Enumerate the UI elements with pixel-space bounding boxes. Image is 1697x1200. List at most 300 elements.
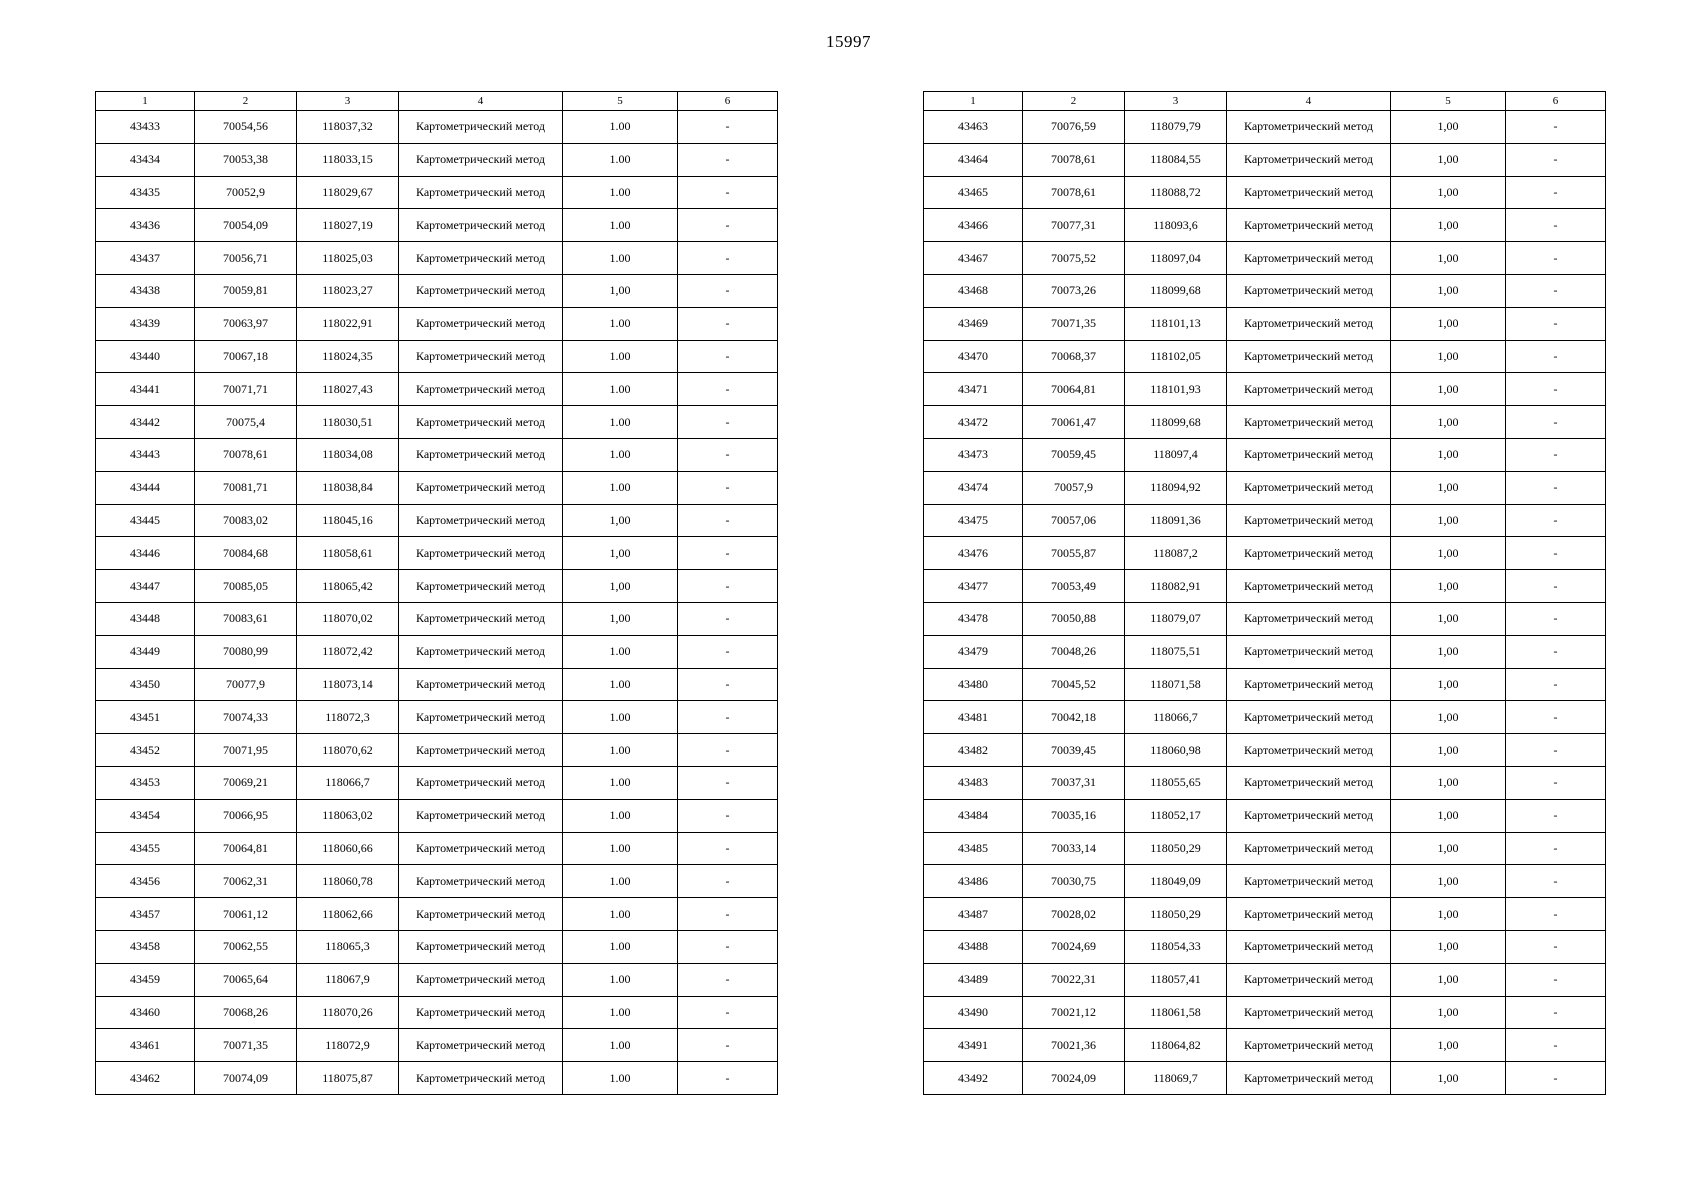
accuracy-cell: 1.00 [563,701,678,734]
note-cell: - [678,996,778,1029]
accuracy-cell: 1,00 [563,602,678,635]
x-coordinate-cell: 70080,99 [195,635,297,668]
table-row [924,898,1606,931]
accuracy-cell: 1,00 [1391,111,1506,144]
method-cell: Картометрический метод [399,242,563,275]
y-coordinate-cell: 118052,17 [1125,799,1227,832]
method-cell: Картометрический метод [1227,701,1391,734]
y-coordinate-cell: 118101,93 [1125,373,1227,406]
y-coordinate-cell: 118023,27 [297,274,399,307]
table-row [924,996,1606,1029]
accuracy-cell: 1,00 [1391,209,1506,242]
note-cell: - [1506,406,1606,439]
column-header: 4 [399,92,563,111]
note-cell: - [1506,799,1606,832]
y-coordinate-cell: 118029,67 [297,176,399,209]
y-coordinate-cell: 118070,02 [297,602,399,635]
table-row [96,111,778,144]
column-header: 4 [1227,92,1391,111]
method-cell: Картометрический метод [399,701,563,734]
x-coordinate-cell: 70071,35 [195,1029,297,1062]
accuracy-cell: 1.00 [563,799,678,832]
method-cell: Картометрический метод [1227,570,1391,603]
accuracy-cell: 1,00 [1391,143,1506,176]
note-cell: - [1506,996,1606,1029]
method-cell: Картометрический метод [399,373,563,406]
note-cell: - [678,307,778,340]
table-row [924,143,1606,176]
y-coordinate-cell: 118072,9 [297,1029,399,1062]
method-cell: Картометрический метод [1227,111,1391,144]
accuracy-cell: 1,00 [563,504,678,537]
note-cell: - [1506,1029,1606,1062]
note-cell: - [678,1029,778,1062]
x-coordinate-cell: 70077,31 [1023,209,1125,242]
method-cell: Картометрический метод [1227,865,1391,898]
method-cell: Картометрический метод [1227,438,1391,471]
note-cell: - [678,570,778,603]
method-cell: Картометрический метод [399,668,563,701]
method-cell: Картометрический метод [399,504,563,537]
method-cell: Картометрический метод [399,832,563,865]
left-table-body [96,111,778,1095]
accuracy-cell: 1,00 [1391,438,1506,471]
x-coordinate-cell: 70024,09 [1023,1062,1125,1095]
note-cell: - [678,537,778,570]
note-cell: - [678,799,778,832]
table-row [96,570,778,603]
y-coordinate-cell: 118084,55 [1125,143,1227,176]
y-coordinate-cell: 118075,51 [1125,635,1227,668]
accuracy-cell: 1,00 [1391,865,1506,898]
y-coordinate-cell: 118099,68 [1125,274,1227,307]
table-row [96,734,778,767]
point-number-cell: 43456 [96,865,195,898]
point-number-cell: 43445 [96,504,195,537]
method-cell: Картометрический метод [1227,373,1391,406]
x-coordinate-cell: 70042,18 [1023,701,1125,734]
method-cell: Картометрический метод [399,570,563,603]
accuracy-cell: 1,00 [1391,832,1506,865]
accuracy-cell: 1,00 [1391,635,1506,668]
point-number-cell: 43439 [96,307,195,340]
accuracy-cell: 1,00 [1391,274,1506,307]
y-coordinate-cell: 118087,2 [1125,537,1227,570]
accuracy-cell: 1,00 [563,274,678,307]
x-coordinate-cell: 70035,16 [1023,799,1125,832]
point-number-cell: 43453 [96,766,195,799]
point-number-cell: 43475 [924,504,1023,537]
note-cell: - [678,668,778,701]
note-cell: - [1506,504,1606,537]
table-row [924,602,1606,635]
y-coordinate-cell: 118057,41 [1125,963,1227,996]
point-number-cell: 43458 [96,930,195,963]
table-row [96,209,778,242]
x-coordinate-cell: 70071,71 [195,373,297,406]
note-cell: - [678,111,778,144]
x-coordinate-cell: 70048,26 [1023,635,1125,668]
table-row [924,307,1606,340]
y-coordinate-cell: 118094,92 [1125,471,1227,504]
y-coordinate-cell: 118061,58 [1125,996,1227,1029]
x-coordinate-cell: 70078,61 [195,438,297,471]
note-cell: - [678,701,778,734]
y-coordinate-cell: 118060,78 [297,865,399,898]
note-cell: - [678,143,778,176]
x-coordinate-cell: 70045,52 [1023,668,1125,701]
column-header: 5 [563,92,678,111]
table-row [924,734,1606,767]
method-cell: Картометрический метод [399,799,563,832]
table-row [96,1029,778,1062]
y-coordinate-cell: 118082,91 [1125,570,1227,603]
table-row [924,1062,1606,1095]
y-coordinate-cell: 118060,98 [1125,734,1227,767]
note-cell: - [678,898,778,931]
point-number-cell: 43488 [924,930,1023,963]
note-cell: - [678,504,778,537]
note-cell: - [678,832,778,865]
point-number-cell: 43487 [924,898,1023,931]
y-coordinate-cell: 118060,66 [297,832,399,865]
point-number-cell: 43466 [924,209,1023,242]
x-coordinate-cell: 70067,18 [195,340,297,373]
x-coordinate-cell: 70062,31 [195,865,297,898]
x-coordinate-cell: 70081,71 [195,471,297,504]
note-cell: - [1506,766,1606,799]
accuracy-cell: 1.00 [563,209,678,242]
point-number-cell: 43460 [96,996,195,1029]
point-number-cell: 43436 [96,209,195,242]
column-header: 1 [924,92,1023,111]
x-coordinate-cell: 70059,81 [195,274,297,307]
accuracy-cell: 1.00 [563,176,678,209]
accuracy-cell: 1.00 [563,996,678,1029]
method-cell: Картометрический метод [1227,471,1391,504]
accuracy-cell: 1,00 [1391,504,1506,537]
note-cell: - [678,865,778,898]
accuracy-cell: 1.00 [563,111,678,144]
x-coordinate-cell: 70055,87 [1023,537,1125,570]
note-cell: - [678,373,778,406]
method-cell: Картометрический метод [399,635,563,668]
x-coordinate-cell: 70064,81 [1023,373,1125,406]
x-coordinate-cell: 70024,69 [1023,930,1125,963]
note-cell: - [1506,865,1606,898]
note-cell: - [1506,963,1606,996]
y-coordinate-cell: 118038,84 [297,471,399,504]
x-coordinate-cell: 70078,61 [1023,176,1125,209]
table-row [96,471,778,504]
x-coordinate-cell: 70053,38 [195,143,297,176]
accuracy-cell: 1,00 [1391,406,1506,439]
y-coordinate-cell: 118034,08 [297,438,399,471]
point-number-cell: 43449 [96,635,195,668]
accuracy-cell: 1.00 [563,734,678,767]
y-coordinate-cell: 118075,87 [297,1062,399,1095]
right-coordinates-table [923,91,1606,1095]
point-number-cell: 43465 [924,176,1023,209]
point-number-cell: 43442 [96,406,195,439]
point-number-cell: 43454 [96,799,195,832]
y-coordinate-cell: 118055,65 [1125,766,1227,799]
y-coordinate-cell: 118070,26 [297,996,399,1029]
y-coordinate-cell: 118058,61 [297,537,399,570]
x-coordinate-cell: 70076,59 [1023,111,1125,144]
method-cell: Картометрический метод [1227,176,1391,209]
y-coordinate-cell: 118102,05 [1125,340,1227,373]
point-number-cell: 43480 [924,668,1023,701]
point-number-cell: 43467 [924,242,1023,275]
point-number-cell: 43435 [96,176,195,209]
y-coordinate-cell: 118079,07 [1125,602,1227,635]
table-row [924,766,1606,799]
x-coordinate-cell: 70075,4 [195,406,297,439]
note-cell: - [1506,340,1606,373]
accuracy-cell: 1,00 [1391,537,1506,570]
x-coordinate-cell: 70064,81 [195,832,297,865]
left-coordinates-table [95,91,778,1095]
column-header: 3 [1125,92,1227,111]
x-coordinate-cell: 70075,52 [1023,242,1125,275]
table-row [924,111,1606,144]
note-cell: - [678,406,778,439]
accuracy-cell: 1.00 [563,963,678,996]
accuracy-cell: 1.00 [563,832,678,865]
x-coordinate-cell: 70021,36 [1023,1029,1125,1062]
table-row [924,570,1606,603]
y-coordinate-cell: 118097,4 [1125,438,1227,471]
point-number-cell: 43451 [96,701,195,734]
table-row [924,340,1606,373]
x-coordinate-cell: 70083,61 [195,602,297,635]
y-coordinate-cell: 118054,33 [1125,930,1227,963]
x-coordinate-cell: 70053,49 [1023,570,1125,603]
table-row [924,406,1606,439]
accuracy-cell: 1,00 [563,570,678,603]
method-cell: Картометрический метод [1227,307,1391,340]
point-number-cell: 43447 [96,570,195,603]
point-number-cell: 43481 [924,701,1023,734]
note-cell: - [1506,570,1606,603]
point-number-cell: 43489 [924,963,1023,996]
method-cell: Картометрический метод [1227,274,1391,307]
y-coordinate-cell: 118027,43 [297,373,399,406]
y-coordinate-cell: 118071,58 [1125,668,1227,701]
y-coordinate-cell: 118062,66 [297,898,399,931]
table-row [96,930,778,963]
accuracy-cell: 1,00 [1391,996,1506,1029]
table-row [96,766,778,799]
table-row [924,635,1606,668]
accuracy-cell: 1.00 [563,242,678,275]
accuracy-cell: 1.00 [563,438,678,471]
method-cell: Картометрический метод [1227,1062,1391,1095]
table-row [924,799,1606,832]
point-number-cell: 43457 [96,898,195,931]
note-cell: - [1506,701,1606,734]
x-coordinate-cell: 70054,56 [195,111,297,144]
method-cell: Картометрический метод [399,766,563,799]
point-number-cell: 43446 [96,537,195,570]
table-row [96,832,778,865]
accuracy-cell: 1,00 [1391,1062,1506,1095]
note-cell: - [1506,602,1606,635]
note-cell: - [678,734,778,767]
note-cell: - [1506,1062,1606,1095]
note-cell: - [1506,373,1606,406]
y-coordinate-cell: 118099,68 [1125,406,1227,439]
x-coordinate-cell: 70071,35 [1023,307,1125,340]
accuracy-cell: 1,00 [1391,734,1506,767]
method-cell: Картометрический метод [399,996,563,1029]
column-header: 2 [195,92,297,111]
note-cell: - [1506,635,1606,668]
accuracy-cell: 1,00 [1391,570,1506,603]
method-cell: Картометрический метод [399,406,563,439]
table-row [96,799,778,832]
method-cell: Картометрический метод [1227,898,1391,931]
accuracy-cell: 1.00 [563,1029,678,1062]
table-row [96,668,778,701]
point-number-cell: 43441 [96,373,195,406]
table-row [96,635,778,668]
note-cell: - [1506,438,1606,471]
accuracy-cell: 1.00 [563,471,678,504]
method-cell: Картометрический метод [1227,668,1391,701]
table-row [96,438,778,471]
point-number-cell: 43491 [924,1029,1023,1062]
x-coordinate-cell: 70071,95 [195,734,297,767]
table-row [924,176,1606,209]
accuracy-cell: 1,00 [563,537,678,570]
method-cell: Картометрический метод [1227,766,1391,799]
accuracy-cell: 1,00 [1391,602,1506,635]
method-cell: Картометрический метод [399,438,563,471]
point-number-cell: 43433 [96,111,195,144]
table-row [96,340,778,373]
y-coordinate-cell: 118049,09 [1125,865,1227,898]
x-coordinate-cell: 70084,68 [195,537,297,570]
x-coordinate-cell: 70077,9 [195,668,297,701]
method-cell: Картометрический метод [399,111,563,144]
method-cell: Картометрический метод [1227,1029,1391,1062]
accuracy-cell: 1.00 [563,930,678,963]
x-coordinate-cell: 70059,45 [1023,438,1125,471]
method-cell: Картометрический метод [399,963,563,996]
accuracy-cell: 1,00 [1391,963,1506,996]
x-coordinate-cell: 70054,09 [195,209,297,242]
table-row [96,373,778,406]
point-number-cell: 43464 [924,143,1023,176]
point-number-cell: 43473 [924,438,1023,471]
x-coordinate-cell: 70069,21 [195,766,297,799]
table-row [924,504,1606,537]
y-coordinate-cell: 118070,62 [297,734,399,767]
table-row [924,274,1606,307]
method-cell: Картометрический метод [1227,242,1391,275]
x-coordinate-cell: 70030,75 [1023,865,1125,898]
method-cell: Картометрический метод [1227,504,1391,537]
x-coordinate-cell: 70061,47 [1023,406,1125,439]
table-row [924,1029,1606,1062]
accuracy-cell: 1,00 [1391,668,1506,701]
y-coordinate-cell: 118079,79 [1125,111,1227,144]
y-coordinate-cell: 118073,14 [297,668,399,701]
x-coordinate-cell: 70063,97 [195,307,297,340]
x-coordinate-cell: 70065,64 [195,963,297,996]
point-number-cell: 43438 [96,274,195,307]
point-number-cell: 43444 [96,471,195,504]
column-header: 2 [1023,92,1125,111]
method-cell: Картометрический метод [399,340,563,373]
table-row [96,274,778,307]
method-cell: Картометрический метод [399,274,563,307]
x-coordinate-cell: 70037,31 [1023,766,1125,799]
y-coordinate-cell: 118045,16 [297,504,399,537]
accuracy-cell: 1,00 [1391,242,1506,275]
method-cell: Картометрический метод [1227,996,1391,1029]
note-cell: - [1506,537,1606,570]
note-cell: - [1506,176,1606,209]
note-cell: - [678,963,778,996]
method-cell: Картометрический метод [1227,537,1391,570]
accuracy-cell: 1.00 [563,143,678,176]
point-number-cell: 43461 [96,1029,195,1062]
y-coordinate-cell: 118093,6 [1125,209,1227,242]
y-coordinate-cell: 118063,02 [297,799,399,832]
table-row [96,865,778,898]
y-coordinate-cell: 118037,32 [297,111,399,144]
method-cell: Картометрический метод [399,734,563,767]
y-coordinate-cell: 118065,3 [297,930,399,963]
method-cell: Картометрический метод [399,930,563,963]
method-cell: Картометрический метод [1227,930,1391,963]
y-coordinate-cell: 118025,03 [297,242,399,275]
method-cell: Картометрический метод [1227,635,1391,668]
table-row [924,701,1606,734]
table-row [96,143,778,176]
table-row [924,668,1606,701]
x-coordinate-cell: 70021,12 [1023,996,1125,1029]
method-cell: Картометрический метод [1227,832,1391,865]
point-number-cell: 43477 [924,570,1023,603]
x-coordinate-cell: 70068,26 [195,996,297,1029]
point-number-cell: 43476 [924,537,1023,570]
method-cell: Картометрический метод [399,1029,563,1062]
accuracy-cell: 1.00 [563,406,678,439]
column-header: 6 [678,92,778,111]
y-coordinate-cell: 118033,15 [297,143,399,176]
table-row [96,996,778,1029]
y-coordinate-cell: 118064,82 [1125,1029,1227,1062]
table-row [96,307,778,340]
accuracy-cell: 1.00 [563,373,678,406]
table-row [924,963,1606,996]
x-coordinate-cell: 70066,95 [195,799,297,832]
y-coordinate-cell: 118088,72 [1125,176,1227,209]
table-row [924,209,1606,242]
note-cell: - [678,635,778,668]
note-cell: - [1506,242,1606,275]
point-number-cell: 43484 [924,799,1023,832]
note-cell: - [678,242,778,275]
table-row [924,438,1606,471]
point-number-cell: 43448 [96,602,195,635]
table-row [924,865,1606,898]
y-coordinate-cell: 118030,51 [297,406,399,439]
